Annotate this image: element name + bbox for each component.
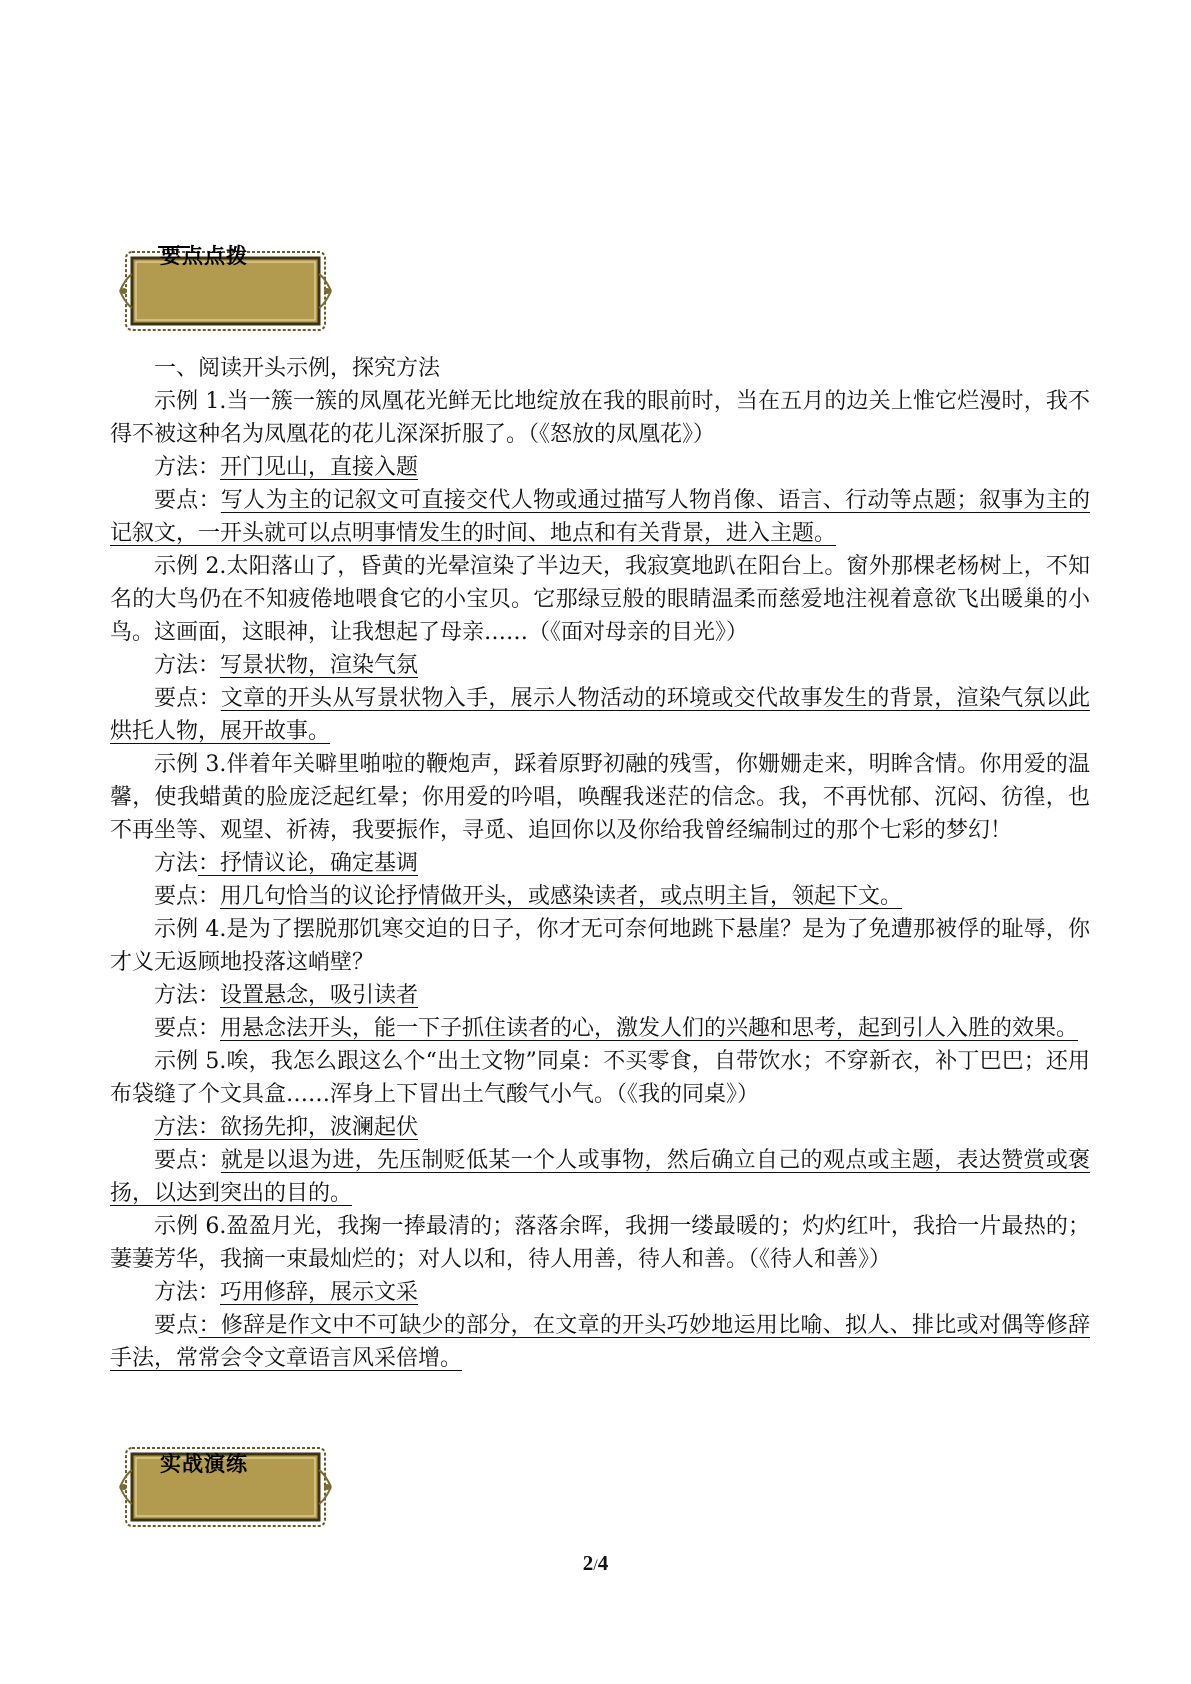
page-number: 2/4 bbox=[582, 1551, 609, 1575]
section-title: 要点点拨 bbox=[160, 243, 248, 268]
method-line: 方法：欲扬先抑，波澜起伏 bbox=[154, 1115, 419, 1140]
section-banner-practice bbox=[118, 1434, 333, 1538]
section-heading: 一、阅读开头示例，探究方法 bbox=[154, 356, 441, 381]
document-body bbox=[110, 352, 1090, 1375]
point-line: 要点：写人为主的记叙文可直接交代人物或通过描写人物肖像、语言、行动等点题；叙事为主的记叙文，一开头就可以点明事情发生的时间、地点和有关背景，进入主题。 bbox=[110, 488, 1090, 546]
point-line: 要点：就是以退为进，先压制贬低某一个人或事物，然后确立自己的观点或主题，表达赞赏或褒扬，以达到突出的目的。 bbox=[110, 1148, 1090, 1206]
example-text: 示例 6.盈盈月光，我掬一捧最清的；落落余晖，我拥一缕最暖的；灼灼红叶，我拾一片最热的；萋萋芳华，我摘一束最灿烂的；对人以和，待人用善，待人和善。（《待人和善》） bbox=[110, 1214, 1090, 1272]
example-text: 示例 5.唉，我怎么跟这么个“出土文物”同桌：不买零食，自带饮水；不穿新衣，补丁巴巴；还用布袋缝了个文具盒……浑身上下冒出土气酸气小气。（《我的同桌》） bbox=[110, 1049, 1090, 1107]
section-banner-keypoints bbox=[118, 238, 333, 342]
example-text: 示例 3.伴着年关噼里啪啦的鞭炮声，踩着原野初融的残雪，你姗姗走来，明眸含情。你用爱的温馨，使我蜡黄的脸庞泛起红晕；你用爱的吟唱，唤醒我迷茫的信念。我，不再忧郁、沉闷、彷徨，也不再坐等、观望、祈祷，我要振作，寻觅、追回你以及你给我曾经编制过的那个七彩的梦幻！ bbox=[110, 752, 1090, 843]
example-text: 示例 1.当一簇一簇的凤凰花光鲜无比地绽放在我的眼前时，当在五月的边关上惟它烂漫时，我不得不被这种名为凤凰花的花儿深深折服了。（《怒放的凤凰花》） bbox=[110, 389, 1090, 447]
method-line: 方法：抒情议论，确定基调 bbox=[154, 851, 419, 876]
method-line: 方法：开门见山，直接入题 bbox=[154, 455, 419, 480]
method-line: 方法：巧用修辞，展示文采 bbox=[154, 1280, 419, 1305]
point-line: 要点：用悬念法开头，能一下子抓住读者的心，激发人们的兴趣和思考，起到引人入胜的效果。 bbox=[154, 1016, 1079, 1041]
point-line: 要点：文章的开头从写景状物入手，展示人物活动的环境或交代故事发生的背景，渲染气氛以此烘托人物，展开故事。 bbox=[110, 686, 1090, 744]
point-line: 要点：用几句恰当的议论抒情做开头，或感染读者，或点明主旨，领起下文。 bbox=[154, 884, 903, 909]
method-line: 方法：写景状物，渲染气氛 bbox=[154, 653, 419, 678]
example-text: 示例 2.太阳落山了，昏黄的光晕渲染了半边天，我寂寞地趴在阳台上。窗外那棵老杨树上，不知名的大鸟仍在不知疲倦地喂食它的小宝贝。它那绿豆般的眼睛温柔而慈爱地注视着意欲飞出暖巢的小鸟。这画面，这眼神，让我想起了母亲……（《面对母亲的目光》） bbox=[110, 554, 1090, 645]
example-text: 示例 4.是为了摆脱那饥寒交迫的日子，你才无可奈何地跳下悬崖？是为了免遭那被俘的耻辱，你才义无返顾地投落这峭壁？ bbox=[110, 917, 1090, 975]
section-title: 实战演练 bbox=[160, 1451, 248, 1476]
point-line: 要点：修辞是作文中不可缺少的部分，在文章的开头巧妙地运用比喻、拟人、排比或对偶等修辞手法，常常会令文章语言风采倍增。 bbox=[110, 1313, 1090, 1371]
method-line: 方法：设置悬念，吸引读者 bbox=[154, 983, 419, 1008]
